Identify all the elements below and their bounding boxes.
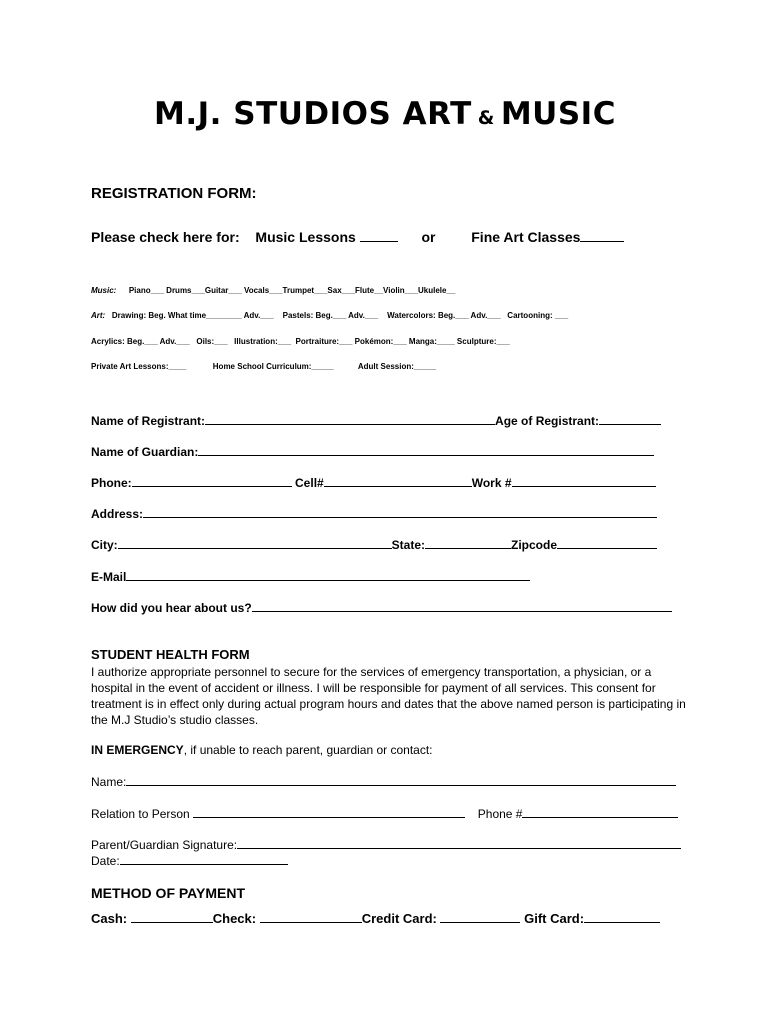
phone-label: Phone: <box>91 476 132 490</box>
payment-row <box>91 911 660 926</box>
address-field[interactable] <box>143 506 657 518</box>
or-label: or <box>421 229 436 245</box>
city-field[interactable] <box>118 537 392 549</box>
phone-row <box>91 475 656 490</box>
registrant-label: Name of Registrant: <box>91 414 206 428</box>
fine-art-checkbox-line[interactable] <box>580 230 624 242</box>
phone-field[interactable] <box>132 475 292 487</box>
cell-field[interactable] <box>324 475 472 487</box>
email-field[interactable] <box>126 569 530 581</box>
work-field[interactable] <box>512 475 656 487</box>
check-field[interactable] <box>260 911 362 923</box>
date-row <box>91 853 288 868</box>
lesson-type-row <box>91 229 624 245</box>
guardian-row <box>91 444 654 459</box>
zipcode-field[interactable] <box>557 537 657 549</box>
address-row <box>91 506 657 521</box>
credit-card-field[interactable] <box>440 911 520 923</box>
relation-field[interactable] <box>193 806 465 818</box>
relation-label: Relation to Person <box>91 807 190 821</box>
signature-row <box>91 837 681 852</box>
art-options-row-3 <box>91 362 436 371</box>
emergency-name-row <box>91 774 676 789</box>
relation-row <box>91 806 678 821</box>
private-art-lessons[interactable]: Private Art Lessons:____ <box>91 362 187 371</box>
adult-session[interactable]: Adult Session:_____ <box>357 362 437 371</box>
health-consent-paragraph: I authorize appropriate personnel to secure for the services of emergency transportation, a physician, or a hospital in the event of accident or illness. I will be responsible for payment of all services. This consent for treatment is in effect only during actual program hours and dates that the above named person is participating in the M.J Studio’s studio classes. <box>91 665 686 727</box>
cash-field[interactable] <box>131 911 213 923</box>
signature-label: Parent/Guardian Signature: <box>91 838 238 852</box>
title-right: MUSIC <box>500 96 616 132</box>
art-options-row-1 <box>91 311 568 320</box>
check-payment-label: Check: <box>212 911 257 926</box>
art-options-line-1[interactable]: Drawing: Beg. What time________ Adv.___ Pastels: Beg.___ Adv.___ Watercolors: Beg.___ Adv.___ Cartooning: ___ <box>111 311 569 320</box>
emergency-row <box>91 743 433 757</box>
zipcode-label: Zipcode <box>511 538 558 552</box>
fine-art-label: Fine Art Classes <box>471 229 581 245</box>
emergency-phone-label: Phone # <box>477 807 523 821</box>
emergency-phone-field[interactable] <box>522 806 678 818</box>
emergency-name-field[interactable] <box>126 774 676 786</box>
state-label: State: <box>391 538 426 552</box>
title-ampersand: & <box>477 107 495 129</box>
health-heading: STUDENT HEALTH FORM <box>91 647 250 662</box>
gift-card-field[interactable] <box>584 911 660 923</box>
check-label: Please check here for: <box>91 229 240 245</box>
art-options-label: Art: <box>91 311 106 320</box>
email-label: E-Mail <box>91 570 127 584</box>
city-row <box>91 537 657 552</box>
art-options-row-2[interactable]: Acrylics: Beg.___ Adv.___ Oils:___ Illustration:___ Portraiture:___ Pokémon:___ Manga:____ Sculpture:___ <box>91 337 510 346</box>
music-options-items[interactable]: Piano___ Drums___Guitar___ Vocals___Trumpet___Sax___Flute__Violin___Ukulele__ <box>128 286 456 295</box>
home-school-curriculum[interactable]: Home School Curriculum:_____ <box>212 362 334 371</box>
title-left: M.J. STUDIOS ART <box>154 96 472 132</box>
emergency-name-label: Name: <box>91 775 127 789</box>
email-row <box>91 569 530 584</box>
music-options-label: Music: <box>91 286 117 295</box>
referral-field[interactable] <box>252 600 672 612</box>
gift-card-label: Gift Card: <box>524 911 585 926</box>
music-lessons-checkbox-line[interactable] <box>360 230 398 242</box>
emergency-text: , if unable to reach parent, guardian or contact: <box>183 743 433 757</box>
date-field[interactable] <box>120 853 288 865</box>
date-label: Date: <box>91 854 120 868</box>
registrant-row <box>91 413 661 428</box>
signature-field[interactable] <box>237 837 681 849</box>
cell-label: Cell# <box>295 476 324 490</box>
credit-card-label: Credit Card: <box>361 911 437 926</box>
page-title <box>0 96 770 132</box>
city-label: City: <box>91 538 118 552</box>
music-lessons-label: Music Lessons <box>255 229 356 245</box>
cash-label: Cash: <box>91 911 128 926</box>
age-label: Age of Registrant: <box>495 414 600 428</box>
age-field[interactable] <box>599 413 661 425</box>
work-label: Work # <box>471 476 512 490</box>
registrant-field[interactable] <box>205 413 495 425</box>
registration-heading: REGISTRATION FORM: <box>91 185 257 202</box>
guardian-field[interactable] <box>198 444 654 456</box>
music-options-row <box>91 286 455 295</box>
guardian-label: Name of Guardian: <box>91 445 199 459</box>
state-field[interactable] <box>425 537 511 549</box>
emergency-label: IN EMERGENCY <box>91 743 184 757</box>
referral-row <box>91 600 672 615</box>
referral-label: How did you hear about us? <box>91 601 252 615</box>
payment-heading: METHOD OF PAYMENT <box>91 885 246 901</box>
address-label: Address: <box>91 507 144 521</box>
